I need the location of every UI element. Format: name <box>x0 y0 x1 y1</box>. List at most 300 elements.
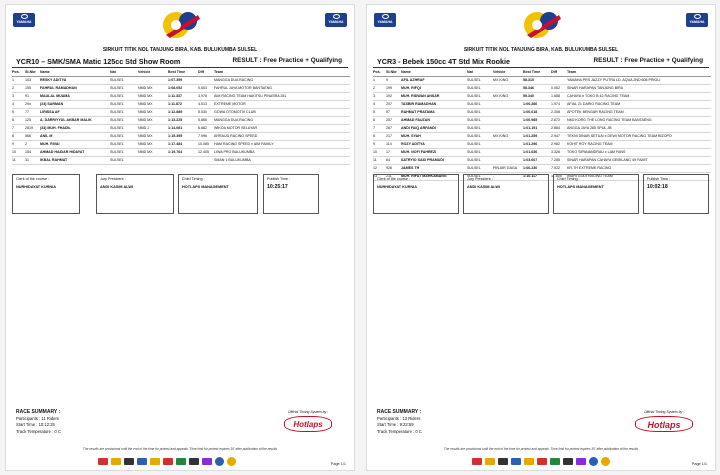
sponsor-emblem-icon <box>601 457 610 466</box>
circuit-name: SIRKUIT TITIK NOL TANJUNG BIRA, KAB. BULUKUMBA SULSEL <box>102 47 258 53</box>
table-cell: 154 <box>25 148 40 156</box>
track-temperature: Track Temperature : 0 C <box>16 428 61 434</box>
table-cell: 13 <box>373 172 386 180</box>
table-cell: 17 <box>386 148 401 156</box>
table-cell: JAMES TH <box>401 164 467 172</box>
sponsor-logo-icon <box>524 458 534 465</box>
table-row <box>373 84 711 92</box>
table-cell: 1:01.259 <box>523 132 551 140</box>
disclaimer: The results are provisional until the end of the time for protest and appeals. Time limit for protest expires 30' after publication of the results <box>443 447 639 451</box>
table-cell: 1 <box>373 76 386 84</box>
table-cell: KR-TH EXTREME RACING <box>567 164 711 172</box>
table-cell: SULSEL <box>110 84 138 92</box>
column-header: Team <box>567 69 711 76</box>
table-cell: RESKY ADITYA <box>40 76 110 84</box>
header-divider <box>12 67 348 68</box>
result-sheet-ycr10 <box>5 4 355 471</box>
table-cell: 58.310 <box>523 76 551 84</box>
header-divider <box>373 67 709 68</box>
table-cell: 926 <box>386 164 401 172</box>
table-cell: 1.658 <box>551 92 567 100</box>
table-cell: APOTEK BENGAR RACING TEAM <box>567 108 711 116</box>
jury-label: Jury President : <box>467 177 493 181</box>
table-cell: 211 <box>386 172 401 180</box>
table-cell: RAHMAT PRATAMA <box>401 108 467 116</box>
participants: Participants : 11 Riders <box>16 415 59 421</box>
table-cell: 77 <box>25 108 40 116</box>
result-label: RESULT : Free Practice + Qualifying <box>232 57 342 64</box>
table-cell: 8 <box>12 132 25 140</box>
table-cell: TOKO SIPANANDRAU x LAM FANS <box>567 148 711 156</box>
event-logo-icon <box>519 7 567 43</box>
table-cell <box>551 76 567 84</box>
chief-timing-name: HOTLAPS MANAGEMENT <box>557 185 604 189</box>
publish-time-label: Publish Time : <box>267 177 291 181</box>
jury-label: Jury President : <box>100 177 126 181</box>
table-cell: ROZY ADITYA <box>401 140 467 148</box>
chief-timing-name: HOTLAPS MANAGEMENT <box>182 185 229 189</box>
column-header: Pos. <box>373 69 386 76</box>
table-cell: TEKNI DINAR SETUAI x DEWI MOTOR RACING TEAM BIZOPO <box>567 132 711 140</box>
table-cell: AHMAD HAIDAR HIDAYAT <box>40 148 110 156</box>
table-cell: SULSEL <box>467 148 493 156</box>
table-cell: NMD MX <box>138 132 168 140</box>
table-cell: PINJAR GAGA <box>493 164 523 172</box>
sponsor-logo-icon <box>563 458 573 465</box>
table-cell: ARRAUD RACING SPEED <box>214 132 350 140</box>
table-cell: 3.326 <box>551 148 567 156</box>
circuit-name: SIRKUIT TITIK NOL TANJUNG BIRA, KAB. BULUKUMBA SULSEL <box>463 47 619 53</box>
yamaha-logo-right: YAMAHA <box>686 13 708 27</box>
table-cell: 2.884 <box>551 124 567 132</box>
table-cell <box>198 156 214 164</box>
column-header: Name <box>40 69 110 76</box>
start-time: Start Time : 10:12:25 <box>16 422 55 428</box>
table-cell: MUH. RIFAT MAHKAMANG <box>401 172 467 180</box>
table-cell: SULSEL <box>110 76 138 84</box>
table-cell: 4 <box>373 100 386 108</box>
table-row <box>12 116 350 124</box>
jury-box <box>96 174 174 214</box>
publish-time-label: Publish Time : <box>647 177 671 181</box>
result-label: RESULT : Free Practice + Qualifying <box>593 57 703 64</box>
official-timing <box>284 410 332 432</box>
jury-box <box>463 174 549 214</box>
table-cell: 97 <box>386 108 401 116</box>
table-cell: SULSEL <box>467 108 493 116</box>
table-row <box>12 76 350 84</box>
table-cell: MUH. RIFQI <box>401 84 467 92</box>
table-cell: SULSEL <box>467 172 493 180</box>
table-cell: 1:10.117 <box>523 172 551 180</box>
table-cell: 91 <box>25 92 40 100</box>
table-row <box>12 108 350 116</box>
race-summary-heading: RACE SUMMARY : <box>377 409 422 415</box>
table-cell: - <box>493 172 523 180</box>
table-cell: KOHIT ROY RACING TEAM <box>567 140 711 148</box>
sponsor-logo-icon <box>176 458 186 465</box>
sponsor-logo-icon <box>498 458 508 465</box>
table-cell: 1:01.191 <box>523 124 551 132</box>
table-cell: SULSEL <box>467 92 493 100</box>
clerk-name: NURHIDAYAT KURNIA <box>16 185 56 189</box>
table-cell: 5 <box>12 108 25 116</box>
table-cell: AIM RACING TEAM HAKITSU PINASRA 281 <box>214 92 350 100</box>
table-cell: 7 <box>12 124 25 132</box>
table-cell: 9 <box>12 140 25 148</box>
table-cell: AFIL AZHRAF <box>401 76 467 84</box>
table-cell: SULSEL <box>467 132 493 140</box>
table-cell: YAMAHA PRS JAZZY PUTRA LD. AQUA 2ND 606 PRIGLI <box>567 76 711 84</box>
jury-name: ANDI KASIM ALWI <box>467 185 500 189</box>
table-cell: 566 <box>25 132 40 140</box>
table-cell: 1.974 <box>551 100 567 108</box>
table-cell: TASBIR RAMADHAN <box>401 100 467 108</box>
table-cell: 2.308 <box>551 108 567 116</box>
chief-timing-label: Chief Timing : <box>557 177 580 181</box>
table-cell: 207 <box>386 100 401 108</box>
sponsor-logo-icon <box>537 458 547 465</box>
table-row <box>12 156 350 164</box>
result-sheet-ycr3 <box>366 4 716 471</box>
table-cell: 2.982 <box>551 140 567 148</box>
race-summary <box>377 409 422 435</box>
table-row <box>12 124 350 132</box>
table-cell: 257 <box>386 116 401 124</box>
table-cell: 1:03.607 <box>523 156 551 164</box>
table-cell: 12 <box>373 164 386 172</box>
column-header: Diff <box>551 69 567 76</box>
table-cell: MUH. RIDWAN ANSAR <box>401 92 467 100</box>
table-cell: 217 <box>386 132 401 140</box>
sponsor-logo-icon <box>137 458 147 465</box>
table-cell: SULSEL <box>110 100 138 108</box>
table-cell: SULSEL <box>467 164 493 172</box>
table-cell: 2 <box>25 140 40 148</box>
table-cell <box>168 156 198 164</box>
column-header: Best Time <box>523 69 551 76</box>
table-cell: SMAN 1 BULUKUMBA <box>214 156 350 164</box>
table-cell: 5 <box>373 108 386 116</box>
table-cell: NMD J <box>138 124 168 132</box>
table-row <box>373 108 711 116</box>
table-cell: NMD MX <box>138 116 168 124</box>
clerk-label: Clerk of the course : <box>16 177 49 181</box>
table-cell: SULSEL <box>110 156 138 164</box>
table-cell: SULSEL <box>467 100 493 108</box>
sponsor-emblem-icon <box>589 457 598 466</box>
track-temperature: Track Temperature : 0 C <box>377 428 422 434</box>
table-cell: 1:12.889 <box>168 108 198 116</box>
table-cell: SULSEL <box>110 124 138 132</box>
table-cell: 5.530 <box>198 108 214 116</box>
yamaha-logo-left: YAMAHA <box>13 13 35 27</box>
table-cell: 192 <box>386 92 401 100</box>
table-cell: 2 <box>12 84 25 92</box>
table-cell: 6 <box>12 116 25 124</box>
sponsor-logo-icon <box>576 458 586 465</box>
table-row <box>373 124 711 132</box>
table-cell: 1:15.395 <box>168 132 198 140</box>
table-cell <box>493 124 523 132</box>
column-header: Vehicle <box>493 69 523 76</box>
clerk-label: Clerk of the course : <box>377 177 410 181</box>
table-cell: SATRYIO SAID PRAMUDI <box>401 156 467 164</box>
sponsor-logo-icon <box>550 458 560 465</box>
table-cell: 64 <box>386 156 401 164</box>
table-cell: 9 <box>373 140 386 148</box>
table-cell: 11 <box>373 156 386 164</box>
table-cell: AHMAD FAUZAN <box>401 116 467 124</box>
table-cell: 1:00.985 <box>523 116 551 124</box>
table-cell: MUH. RIVAI <box>40 140 110 148</box>
sponsor-strip <box>472 457 610 466</box>
clerk-box <box>12 174 80 214</box>
table-cell: AFIAL 21 DARIO RACING TEAM <box>567 100 711 108</box>
yamaha-logo-right: YAMAHA <box>325 13 347 27</box>
sponsor-logo-icon <box>202 458 212 465</box>
table-cell: 2.947 <box>551 132 567 140</box>
table-cell <box>138 156 168 164</box>
table-cell: SINAR HARAPAN CAHAYA GEMILANG 49 FAMIT <box>567 156 711 164</box>
publish-time: 10:02:18 <box>647 184 668 190</box>
sponsor-logo-icon <box>111 458 121 465</box>
column-header: Diff <box>198 69 214 76</box>
table-cell <box>493 156 523 164</box>
table-cell: SULSEL <box>467 116 493 124</box>
table-cell: 1:13.225 <box>168 116 198 124</box>
table-row <box>373 148 711 156</box>
table-cell: 125 <box>25 116 40 124</box>
table-cell: NMD MX <box>138 148 168 156</box>
table-row <box>373 116 711 124</box>
table-cell: 7 <box>373 124 386 132</box>
table-cell: SULSEL <box>467 140 493 148</box>
table-cell: ANDI FAIQ ARFANDI <box>401 124 467 132</box>
table-cell: SULSEL <box>110 108 138 116</box>
table-row <box>12 140 350 148</box>
yamaha-tuning-fork-icon <box>694 14 701 19</box>
table-cell: 58.346 <box>523 84 551 92</box>
table-cell <box>493 100 523 108</box>
table-cell: 103 <box>25 76 40 84</box>
start-time: Start Time : 9:22:59 <box>377 422 414 428</box>
table-cell: 4.513 <box>198 100 214 108</box>
table-cell: 1:14.081 <box>168 124 198 132</box>
table-cell: INDRI GODI RACING TEAM <box>567 172 711 180</box>
sponsor-logo-icon <box>472 458 482 465</box>
table-cell: 1:00.286 <box>523 100 551 108</box>
table-cell: ANGGA JAYA 285 SPUL JB <box>567 124 711 132</box>
chief-timing-box <box>553 174 639 214</box>
table-cell: 3 <box>373 92 386 100</box>
table-cell: NMJ KORG THE LONG RACING TEAM BANTAENG <box>567 116 711 124</box>
table-row <box>12 84 350 92</box>
table-cell: 11 <box>12 156 25 164</box>
disclaimer: The results are provisional until the end of the time for protest and appeals. Time limit for protest expires 30' after publication of the results <box>82 447 278 451</box>
table-cell: SULSEL <box>110 148 138 156</box>
sponsor-logo-icon <box>163 458 173 465</box>
table-cell: 10 <box>373 148 386 156</box>
table-cell: 59.340 <box>523 92 551 100</box>
event-logo-icon <box>158 7 206 43</box>
table-cell: 155 <box>25 84 40 92</box>
table-cell: SULSEL <box>467 84 493 92</box>
column-header: Vehicle <box>138 69 168 76</box>
column-header: Nat <box>467 69 493 76</box>
table-cell <box>493 84 523 92</box>
table-cell: MX KING <box>493 92 523 100</box>
table-cell: MANGGA DUA RACING <box>214 76 350 84</box>
column-header: St.Nbr <box>386 69 401 76</box>
hotlaps-logo: Hotlaps <box>284 416 332 432</box>
table-cell: 1:07.399 <box>168 76 198 84</box>
column-header: Pos. <box>12 69 25 76</box>
sponsor-logo-icon <box>98 458 108 465</box>
yamaha-logo-left: YAMAHA <box>374 13 396 27</box>
column-header: Best Time <box>168 69 198 76</box>
participants: Participants : 13 Riders <box>377 415 421 421</box>
page-number: Page 1/1 <box>691 462 707 466</box>
table-cell: SULSEL <box>110 132 138 140</box>
hotlaps-logo: Hotlaps <box>635 416 693 432</box>
table-cell: 199 <box>386 84 401 92</box>
table-cell: SULSEL <box>467 124 493 132</box>
table-cell: IKBAL RAHMAT <box>40 156 110 164</box>
table-cell: MANGGA DUA RACING <box>214 116 350 124</box>
table-cell: LIWA PRO BULUKUMBA <box>214 148 350 156</box>
yamaha-tuning-fork-icon <box>21 14 28 19</box>
table-cell: MX KING <box>493 76 523 84</box>
table-cell: GOWA OTOMOTIV CLUB <box>214 108 350 116</box>
table-cell: 1:17.484 <box>168 140 198 148</box>
table-cell: (23) SARMAN <box>40 100 110 108</box>
table-cell: (33) MUH. FHADIL <box>40 124 110 132</box>
table-cell: 11.805 <box>551 172 567 180</box>
official-timing-label: Official Timing System by : <box>643 410 685 414</box>
table-cell: WIKOA MOTOR SELAYAR <box>214 124 350 132</box>
table-cell: SULSEL <box>110 140 138 148</box>
sponsor-logo-icon <box>189 458 199 465</box>
table-cell <box>493 116 523 124</box>
table-cell: 7.996 <box>198 132 214 140</box>
table-cell: MUH. NOFI FAHREZI <box>401 148 467 156</box>
table-cell: NMD MX <box>138 84 168 92</box>
table-cell: 7.922 <box>551 164 567 172</box>
race-summary <box>16 409 61 435</box>
table-row <box>12 100 350 108</box>
table-cell: ANIL M <box>40 132 110 140</box>
table-cell: CAHAYA n TOKO B 42 RACING TEAM <box>567 92 711 100</box>
sponsor-emblem-icon <box>215 457 224 466</box>
table-cell: SULSEL <box>110 116 138 124</box>
table-cell: MUH. SYAH <box>401 132 467 140</box>
table-cell <box>493 108 523 116</box>
clerk-box <box>373 174 459 214</box>
table-cell: 114 <box>386 140 401 148</box>
table-cell: MX KING <box>493 132 523 140</box>
publish-time-box <box>263 174 319 214</box>
table-cell: LIRISSA AF <box>40 108 110 116</box>
table-cell: 1:11.872 <box>168 100 198 108</box>
chief-timing-box <box>178 174 258 214</box>
table-cell <box>198 76 214 84</box>
table-cell: 1:11.337 <box>168 92 198 100</box>
table-row <box>373 100 711 108</box>
table-cell: 6 <box>373 116 386 124</box>
table-cell: 2819 <box>25 124 40 132</box>
jury-name: ANDI KASIM ALWI <box>100 185 133 189</box>
results-table <box>373 69 711 181</box>
table-cell: 3 <box>12 92 25 100</box>
table-cell: NMD MX <box>138 140 168 148</box>
clerk-name: NURHIDAYAT KURNIA <box>377 185 417 189</box>
table-header-row <box>373 69 711 76</box>
table-cell: 9 <box>386 76 401 84</box>
column-header: St.Nbr <box>25 69 40 76</box>
table-cell: A. DARRIYYUL AKBAR MALIK <box>40 116 110 124</box>
table-cell: HAM RACING SPEED x AIM FAMILY <box>214 140 350 148</box>
table-cell <box>493 148 523 156</box>
sponsor-logo-icon <box>511 458 521 465</box>
sponsor-logo-icon <box>485 458 495 465</box>
table-cell: SULSEL <box>467 76 493 84</box>
table-cell: SULSEL <box>110 92 138 100</box>
table-cell: FAHRUL RAMADHAN <box>40 84 110 92</box>
table-cell <box>493 140 523 148</box>
table-cell: NMD MX <box>138 100 168 108</box>
column-header: Team <box>214 69 350 76</box>
table-cell: SULSEL <box>467 156 493 164</box>
table-cell: 10 <box>12 148 25 156</box>
results-table <box>12 69 350 165</box>
table-cell: 267 <box>386 124 401 132</box>
table-row <box>12 148 350 156</box>
table-row <box>373 132 711 140</box>
publish-time: 10:25:17 <box>267 184 288 190</box>
table-cell <box>138 76 168 84</box>
official-timing <box>635 410 693 433</box>
table-cell: EXTREME MOTOR <box>214 100 350 108</box>
table-cell: 1:19.764 <box>168 148 198 156</box>
table-row <box>12 132 350 140</box>
table-cell: 12.405 <box>198 148 214 156</box>
column-header: Name <box>401 69 467 76</box>
table-cell: 7.285 <box>551 156 567 164</box>
race-summary-heading: RACE SUMMARY : <box>16 409 61 415</box>
table-cell: 31 <box>25 156 40 164</box>
publish-time-box <box>643 174 709 214</box>
table-cell: 1 <box>12 76 25 84</box>
table-cell: 29x <box>25 100 40 108</box>
table-cell: NMD MX <box>138 108 168 116</box>
column-header: Nat <box>110 69 138 76</box>
table-row <box>373 76 711 84</box>
sponsor-strip <box>98 457 236 466</box>
race-title: YCR10 – SMK/SMA Matic 125cc Std Show Room <box>16 57 181 66</box>
table-cell: 4 <box>12 100 25 108</box>
table-cell: SINAR HARAPAN TANJUNG BIRA <box>567 84 711 92</box>
table-row <box>12 92 350 100</box>
table-cell: NMD MX <box>138 92 168 100</box>
table-cell: 1:06.230 <box>523 164 551 172</box>
table-cell: 6.682 <box>198 124 214 132</box>
table-cell: MAULAL MUAMA <box>40 92 110 100</box>
table-cell: 2.672 <box>551 116 567 124</box>
table-row <box>373 164 711 172</box>
table-cell: 3.978 <box>198 92 214 100</box>
table-row <box>373 156 711 164</box>
